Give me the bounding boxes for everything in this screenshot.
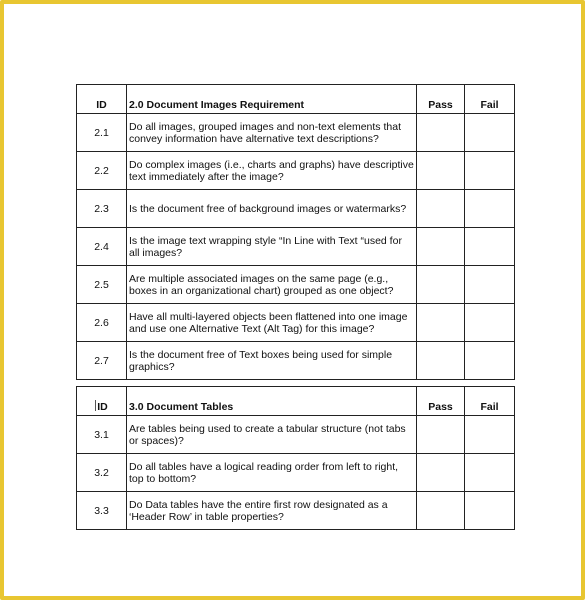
table-row — [77, 152, 515, 190]
row-requirement: Do complex images (i.e., charts and graphs) have descriptive text immediately after the image? — [127, 152, 417, 190]
row-id: 2.4 — [77, 228, 127, 266]
pass-cell[interactable] — [417, 492, 465, 530]
row-requirement: Do all tables have a logical reading order from left to right, top to bottom? — [127, 454, 417, 492]
fail-cell[interactable] — [465, 228, 515, 266]
row-id: 3.3 — [77, 492, 127, 530]
fail-cell[interactable] — [465, 114, 515, 152]
pass-cell[interactable] — [417, 416, 465, 454]
table-row — [77, 190, 515, 228]
table-row — [77, 266, 515, 304]
table-row — [77, 342, 515, 380]
pass-cell[interactable] — [417, 190, 465, 228]
pass-cell[interactable] — [417, 304, 465, 342]
row-id: 2.6 — [77, 304, 127, 342]
pass-header: Pass — [417, 387, 465, 416]
pass-cell[interactable] — [417, 342, 465, 380]
fail-cell[interactable] — [465, 266, 515, 304]
fail-cell[interactable] — [465, 416, 515, 454]
row-requirement: Is the document free of Text boxes being used for simple graphics? — [127, 342, 417, 380]
row-id: 3.2 — [77, 454, 127, 492]
table-header-row — [77, 387, 515, 416]
id-header: ID — [77, 387, 127, 416]
fail-cell[interactable] — [465, 190, 515, 228]
row-id: 3.1 — [77, 416, 127, 454]
row-id: 2.7 — [77, 342, 127, 380]
table-row — [77, 454, 515, 492]
id-header: ID — [77, 85, 127, 114]
tables-requirements-table — [76, 386, 515, 530]
table-row — [77, 304, 515, 342]
table-row — [77, 416, 515, 454]
fail-cell[interactable] — [465, 304, 515, 342]
requirement-header: 2.0 Document Images Requirement — [127, 85, 417, 114]
images-requirements-table — [76, 84, 515, 380]
row-requirement: Are multiple associated images on the same page (e.g., boxes in an organizational chart) grouped as one object? — [127, 266, 417, 304]
table-row — [77, 228, 515, 266]
row-requirement: Are tables being used to create a tabular structure (not tabs or spaces)? — [127, 416, 417, 454]
requirement-header: 3.0 Document Tables — [127, 387, 417, 416]
row-requirement: Is the image text wrapping style “In Line with Text “used for all images? — [127, 228, 417, 266]
row-id: 2.2 — [77, 152, 127, 190]
row-requirement: Have all multi-layered objects been flattened into one image and use one Alternative Text (Alt Tag) for this image? — [127, 304, 417, 342]
row-id: 2.3 — [77, 190, 127, 228]
row-requirement: Do Data tables have the entire first row designated as a ‘Header Row’ in table properties? — [127, 492, 417, 530]
fail-cell[interactable] — [465, 492, 515, 530]
pass-cell[interactable] — [417, 114, 465, 152]
table-row — [77, 492, 515, 530]
row-id: 2.5 — [77, 266, 127, 304]
pass-cell[interactable] — [417, 454, 465, 492]
pass-cell[interactable] — [417, 266, 465, 304]
fail-header: Fail — [465, 387, 515, 416]
fail-cell[interactable] — [465, 454, 515, 492]
fail-cell[interactable] — [465, 342, 515, 380]
pass-cell[interactable] — [417, 228, 465, 266]
pass-cell[interactable] — [417, 152, 465, 190]
fail-cell[interactable] — [465, 152, 515, 190]
table-row — [77, 114, 515, 152]
table-header-row — [77, 85, 515, 114]
row-id: 2.1 — [77, 114, 127, 152]
row-requirement: Do all images, grouped images and non-text elements that convey information have alternative text descriptions? — [127, 114, 417, 152]
fail-header: Fail — [465, 85, 515, 114]
pass-header: Pass — [417, 85, 465, 114]
row-requirement: Is the document free of background images or watermarks? — [127, 190, 417, 228]
